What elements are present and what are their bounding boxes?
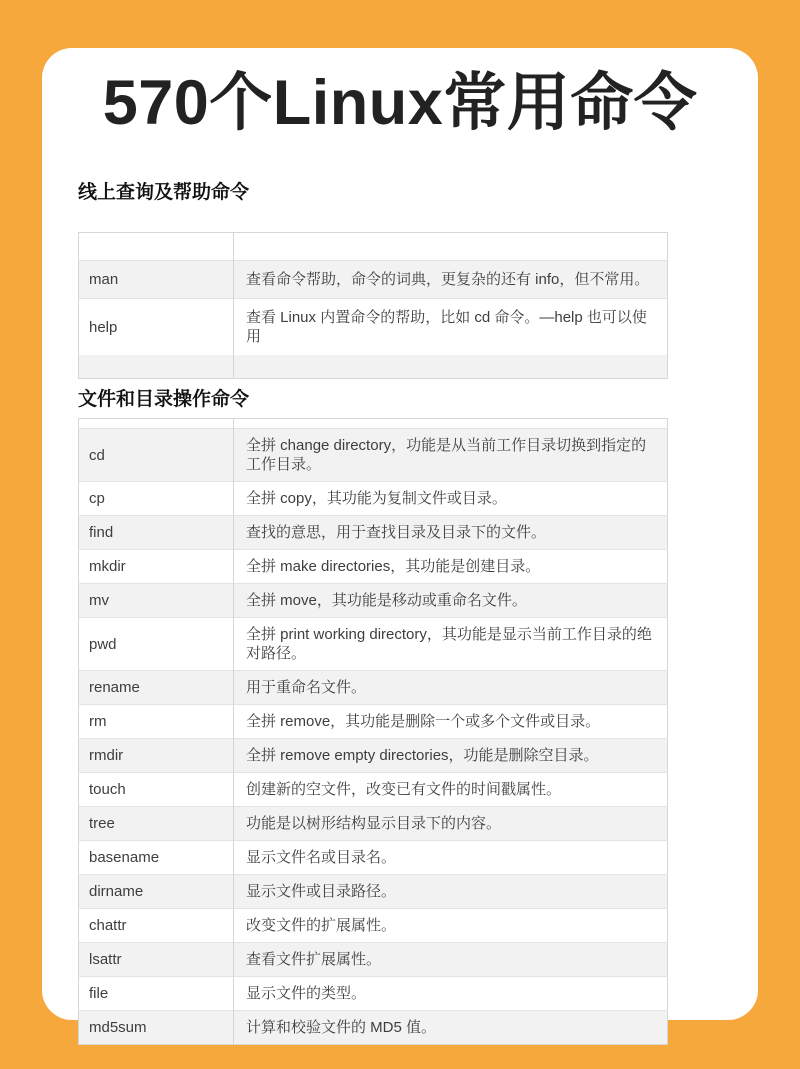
- table-row: [79, 261, 668, 299]
- description-cell: 功能是以树形结构显示目录下的内容。: [234, 807, 668, 841]
- command-section: [78, 182, 669, 379]
- table-row: [79, 482, 668, 516]
- table-row: [79, 807, 668, 841]
- cropped-partial-row: [79, 355, 668, 379]
- description-cell: 全拼 remove，其功能是删除一个或多个文件或目录。: [234, 705, 668, 739]
- table-row: [79, 671, 668, 705]
- table-row: [79, 841, 668, 875]
- description-cell: 显示文件名或目录名。: [234, 841, 668, 875]
- description-cell: 改变文件的扩展属性。: [234, 909, 668, 943]
- description-cell: 全拼 print working directory，其功能是显示当前工作目录的绝对路径。: [234, 618, 668, 671]
- description-cell: 全拼 remove empty directories，功能是删除空目录。: [234, 739, 668, 773]
- table-row: [79, 909, 668, 943]
- table-row: [79, 943, 668, 977]
- command-table: [78, 232, 668, 379]
- description-cell: 创建新的空文件，改变已有文件的时间戳属性。: [234, 773, 668, 807]
- command-cell: [79, 419, 234, 429]
- table-row: [79, 705, 668, 739]
- table-row: [79, 618, 668, 671]
- command-cell: man: [79, 261, 234, 299]
- command-cell: lsattr: [79, 943, 234, 977]
- table-row: [79, 739, 668, 773]
- description-cell: 显示文件或目录路径。: [234, 875, 668, 909]
- command-cell: [79, 233, 234, 261]
- description-cell: [234, 355, 668, 379]
- command-cell: tree: [79, 807, 234, 841]
- command-cell: rm: [79, 705, 234, 739]
- table-row: [79, 1011, 668, 1045]
- description-cell: 用于重命名文件。: [234, 671, 668, 705]
- command-cell: mv: [79, 584, 234, 618]
- command-cell: basename: [79, 841, 234, 875]
- section-heading: 线上查询及帮助命令: [78, 182, 250, 203]
- command-cell: mkdir: [79, 550, 234, 584]
- description-cell: 全拼 make directories，其功能是创建目录。: [234, 550, 668, 584]
- command-cell: dirname: [79, 875, 234, 909]
- table-row: [79, 516, 668, 550]
- description-cell: 查找的意思，用于查找目录及目录下的文件。: [234, 516, 668, 550]
- command-section: [78, 389, 669, 1045]
- description-cell: 查看文件扩展属性。: [234, 943, 668, 977]
- table-row: [79, 875, 668, 909]
- description-cell: [234, 233, 668, 261]
- command-cell: cd: [79, 429, 234, 482]
- cropped-partial-row: [79, 233, 668, 261]
- command-cell: find: [79, 516, 234, 550]
- card: [42, 48, 758, 1036]
- description-cell: [234, 419, 668, 429]
- command-cell: [79, 355, 234, 379]
- description-cell: 全拼 move，其功能是移动或重命名文件。: [234, 584, 668, 618]
- table-row: [79, 773, 668, 807]
- command-cell: touch: [79, 773, 234, 807]
- description-cell: 查看命令帮助，命令的词典，更复杂的还有 info，但不常用。: [234, 261, 668, 299]
- table-row: [79, 550, 668, 584]
- description-cell: 显示文件的类型。: [234, 977, 668, 1011]
- command-table: [78, 418, 668, 1045]
- table-row: [79, 584, 668, 618]
- cropped-partial-row: [79, 419, 668, 429]
- table-row: [79, 429, 668, 482]
- command-cell: cp: [79, 482, 234, 516]
- table-row: [79, 299, 668, 356]
- command-cell: help: [79, 299, 234, 356]
- command-cell: rmdir: [79, 739, 234, 773]
- description-cell: 全拼 copy，其功能为复制文件或目录。: [234, 482, 668, 516]
- command-cell: rename: [79, 671, 234, 705]
- page-title: 570个Linux常用命令: [102, 68, 698, 138]
- description-cell: 全拼 change directory，功能是从当前工作目录切换到指定的工作目录。: [234, 429, 668, 482]
- description-cell: 计算和校验文件的 MD5 值。: [234, 1011, 668, 1045]
- section-heading: 文件和目录操作命令: [78, 389, 250, 410]
- description-cell: 查看 Linux 内置命令的帮助，比如 cd 命令。—help 也可以使用: [234, 299, 668, 356]
- command-cell: chattr: [79, 909, 234, 943]
- sections-container: [42, 182, 758, 1045]
- command-cell: file: [79, 977, 234, 1011]
- table-row: [79, 977, 668, 1011]
- command-cell: pwd: [79, 618, 234, 671]
- command-cell: md5sum: [79, 1011, 234, 1045]
